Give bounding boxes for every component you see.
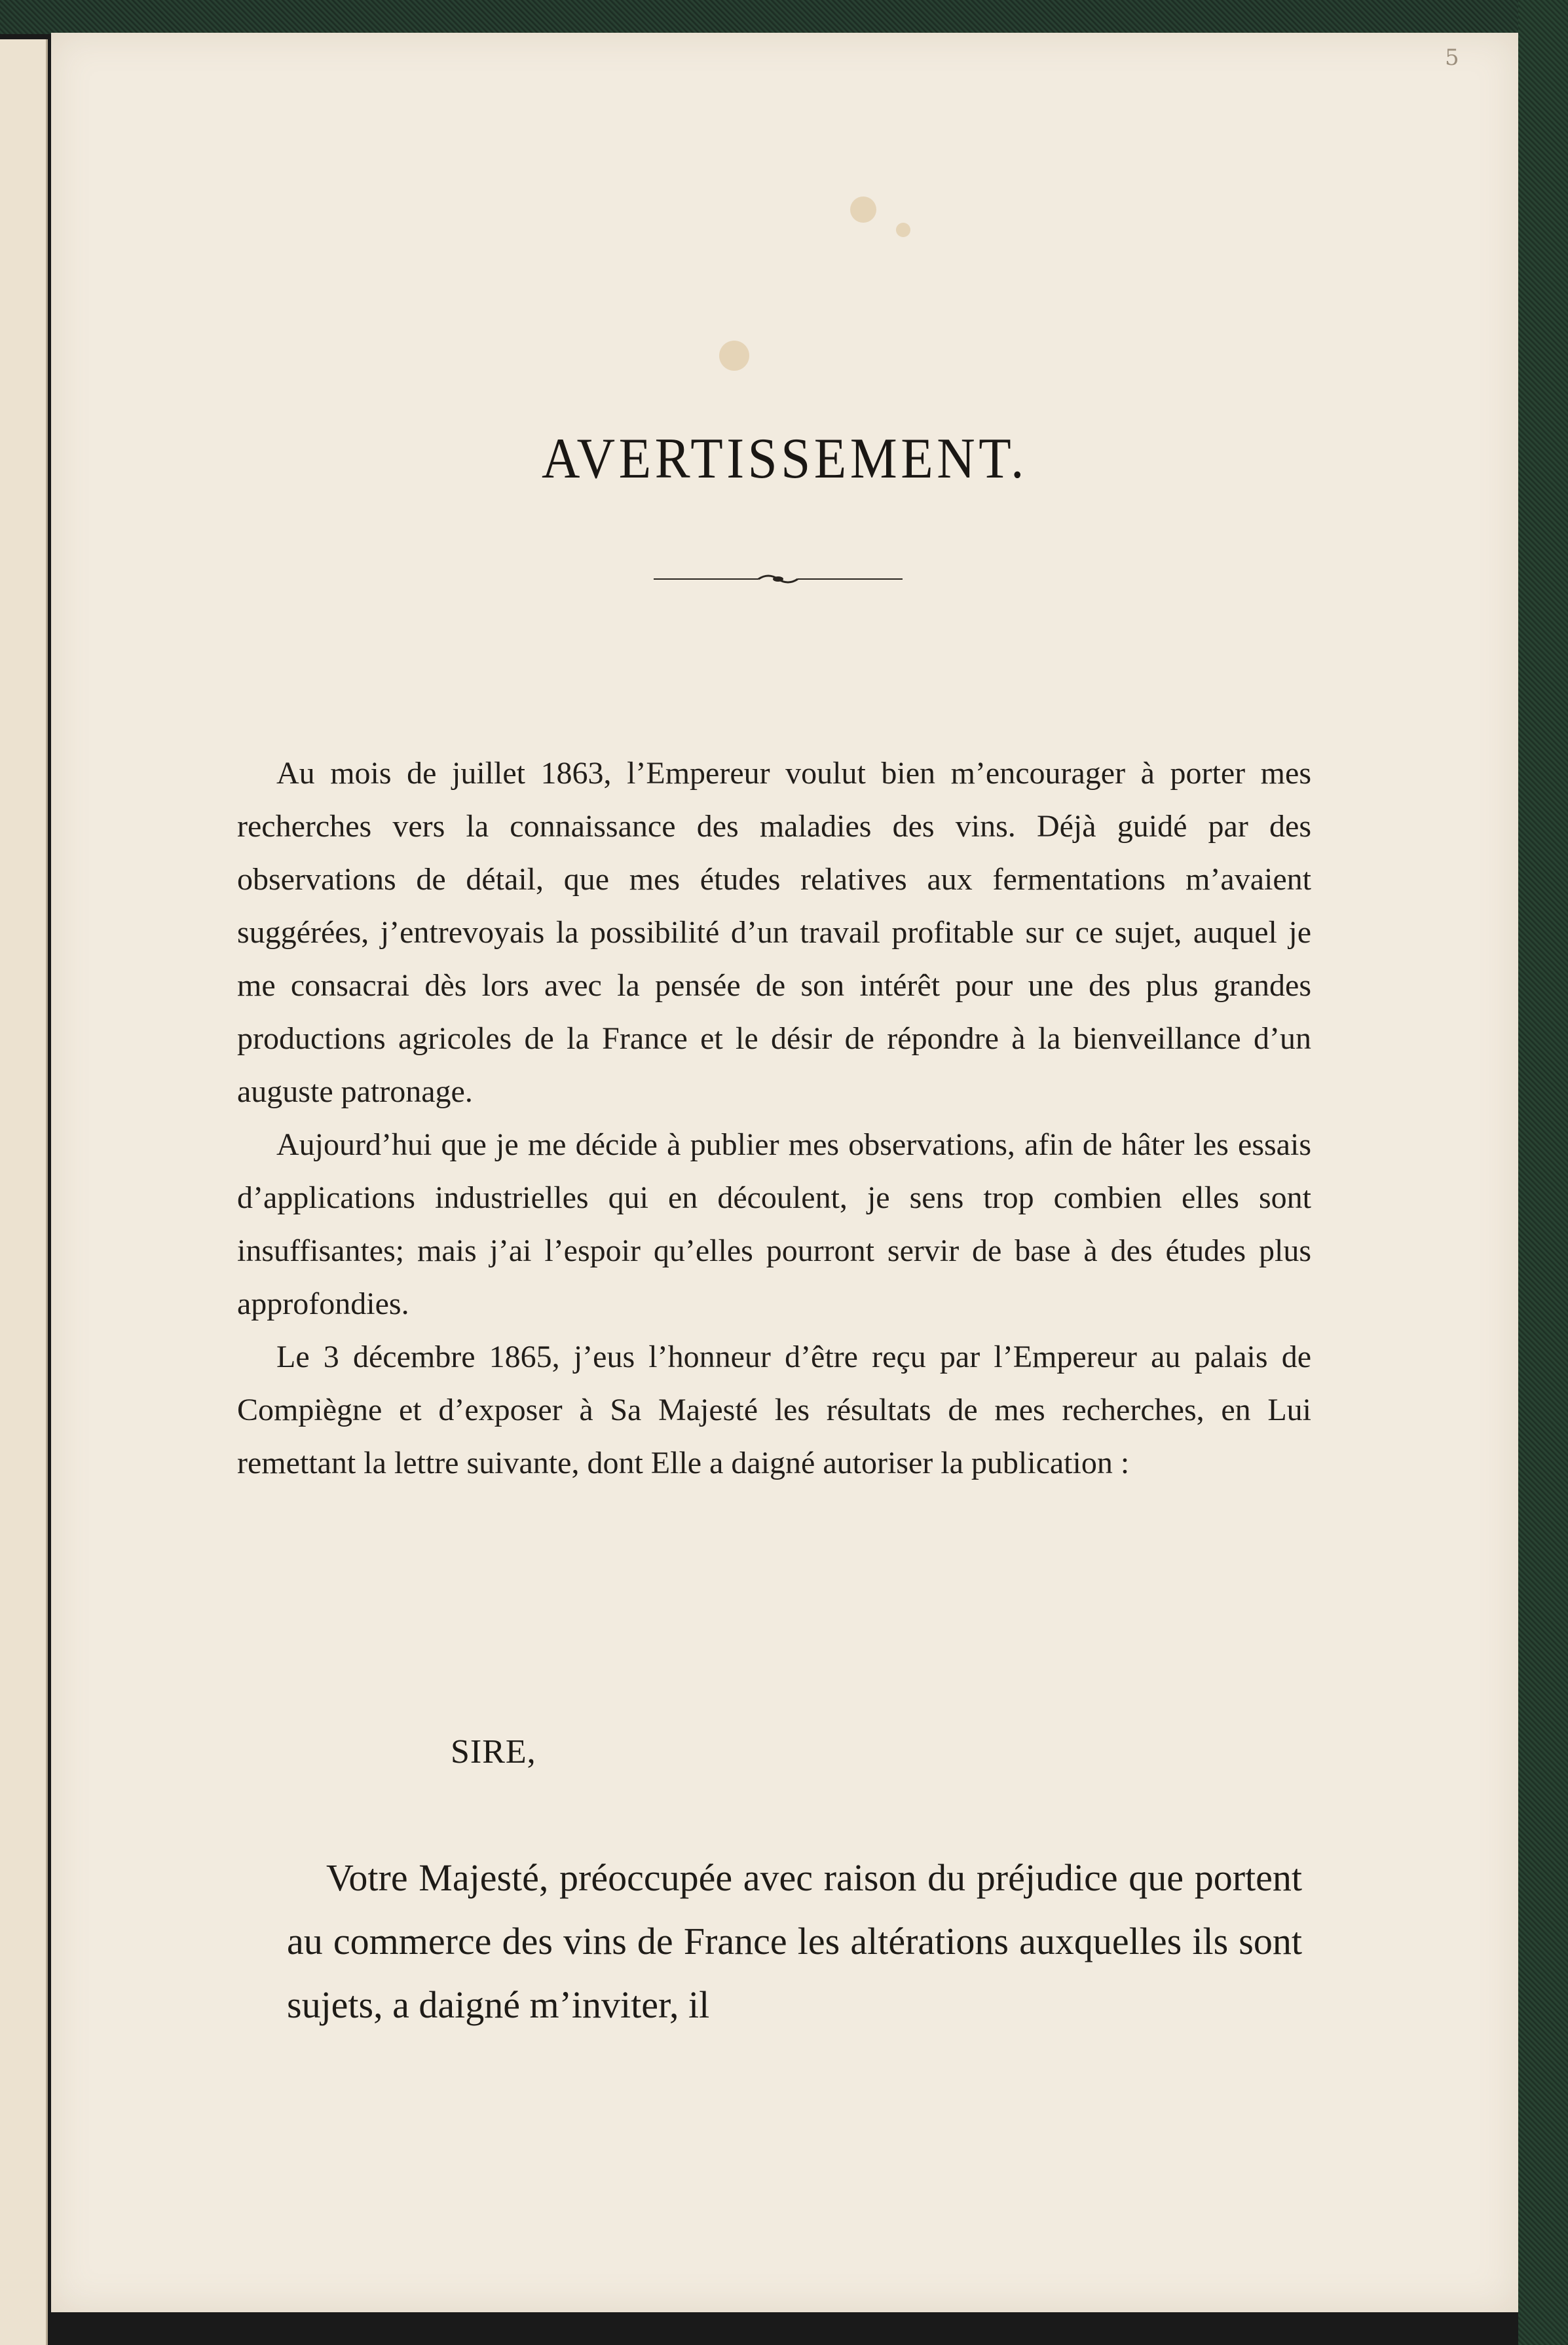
paragraph: Au mois de juillet 1863, l’Empereur voulut bien m’encourager à porter mes recherches vers la connaissance des maladies des vins. Déjà guidé par des observations de détail, que mes études relatives aux fermentations m’avaient suggérées, j’entrevoyais la possibilité d’un travail profitable sur ce sujet, auquel je me consacrai dès lors avec la pensée de son intérêt pour une des plus grandes productions agricoles de la France et le désir de répondre à la bienveillance d’un auguste patronage. — [237, 756, 1311, 1109]
page-number-mark: 5 — [1445, 45, 1459, 71]
paragraph: Le 3 décembre 1865, j’eus l’honneur d’être reçu par l’Empereur au palais de Compiègne et d’exposer à Sa Majesté les résultats de mes recherches, en Lui remettant la lettre suivante, dont Elle a daigné autoriser la publication : — [237, 1340, 1311, 1480]
page-title: AVERTISSEMENT. — [542, 427, 1028, 491]
foreword-text — [237, 747, 1311, 1490]
book-cover-right-edge — [1518, 0, 1568, 2345]
paragraph: Votre Majesté, préoccupée avec raison du préjudice que portent au commerce des vins de France les altérations auxquelles ils sont sujets, a daigné m’inviter, il — [287, 1856, 1302, 2026]
divider-ornament — [654, 569, 903, 588]
paragraph: Aujourd’hui que je me décide à publier mes observations, afin de hâter les essais d’applications industrielles qui en découlent, je sens trop combien elles sont insuffisantes; mais j’ai l’espoir qu’elles pourront servir de base à des études plus approfondies. — [237, 1127, 1311, 1321]
foxing-spot — [850, 197, 876, 223]
book-page — [51, 33, 1518, 2312]
foxing-spot — [719, 341, 749, 371]
book-cover-top-edge — [0, 0, 1568, 34]
foxing-spot — [896, 223, 910, 237]
letter-text — [287, 1846, 1302, 2036]
letter-salutation: SIRE, — [451, 1733, 536, 1771]
previous-page-edge — [0, 39, 48, 2345]
